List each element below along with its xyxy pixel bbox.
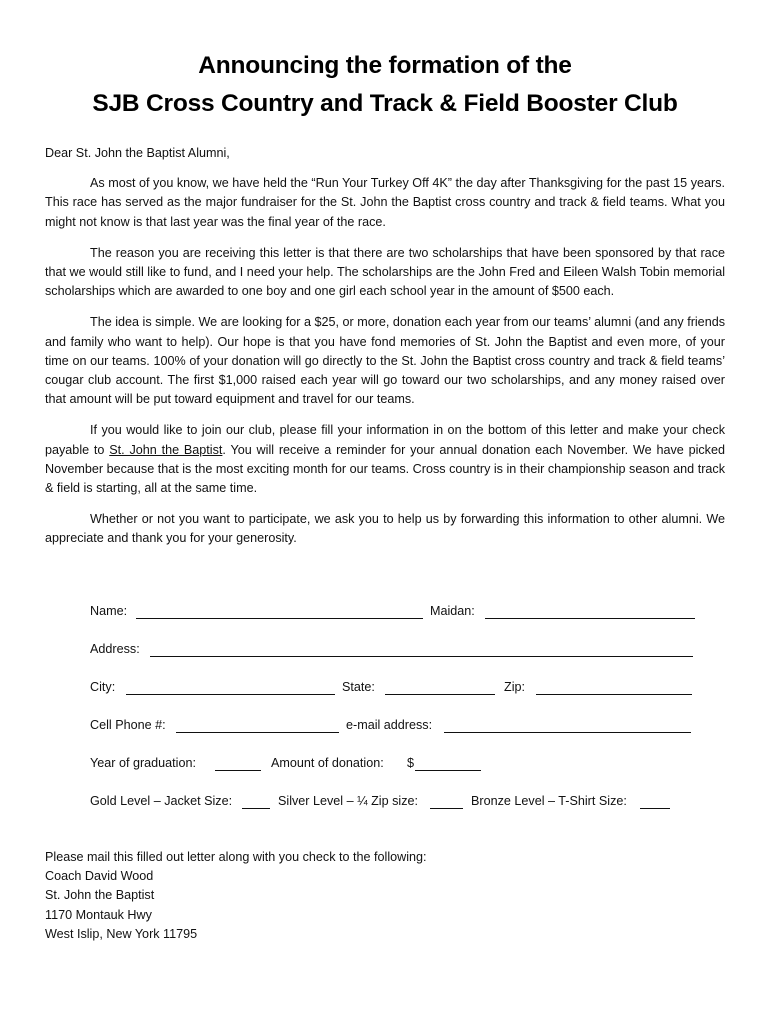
gold-level-label: Gold Level – Jacket Size:	[90, 794, 233, 808]
paragraph-2: The reason you are receiving this letter is that there are two scholarships that have been sponsored by that race that we would still like to fund, and I need your help. The scholarships are the John Fred and Eileen Walsh Tobin memorial scholarships which are awarded to one boy and one girl each school year in the amount of $500 each.	[45, 245, 725, 299]
title-line-1: Announcing the formation of the	[198, 52, 572, 79]
paragraph-1: As most of you know, we have held the “Run Your Turkey Off 4K” the day after Thanksgiving for the past 15 years. This race has served as the major fundraiser for the St. John the Baptist cross country and track & field teams. What you might not know is that last year was the final year of the race.	[45, 176, 725, 229]
state-field[interactable]	[385, 694, 495, 695]
mailing-street: 1170 Montauk Hwy	[45, 907, 152, 922]
bronze-size-field[interactable]	[640, 808, 670, 809]
address-label: Address:	[90, 642, 140, 656]
name-field[interactable]	[136, 618, 423, 619]
cell-phone-field[interactable]	[176, 732, 339, 733]
paragraph-3: The idea is simple. We are looking for a $25, or more, donation each year from our teams’ alumni (and any friends and family who want to help). Our hope is that you have fond memories of St. John the Baptist and even more, of your time on our teams. 100% of your donation will go directly to the St. John the Baptist cross country and track & field teams’ cougar club account. The first $1,000 raised each year will go toward our two scholarships, and any money raised over that amount will be put toward equipment and travel for our teams.	[45, 315, 725, 407]
letter-body	[45, 144, 725, 561]
salutation: Dear St. John the Baptist Alumni,	[45, 146, 230, 160]
payee-name: St. John the Baptist	[109, 442, 223, 457]
dollar-sign: $	[407, 756, 415, 770]
paragraph-5: Whether or not you want to participate, we ask you to help us by forwarding this information to other alumni. We appreciate and thank you for your generosity.	[45, 512, 725, 546]
donation-label: Amount of donation:	[271, 756, 384, 770]
title-line-2: SJB Cross Country and Track & Field Booster Club	[92, 90, 678, 117]
city-field[interactable]	[126, 694, 335, 695]
mailing-organization: St. John the Baptist	[45, 888, 155, 903]
zip-field[interactable]	[536, 694, 692, 695]
maidan-field[interactable]	[485, 618, 695, 619]
email-field[interactable]	[444, 732, 691, 733]
paragraph-4-start: If you would like to join our club, please fill your information in on the bottom of this letter and make your check payable to	[45, 423, 725, 457]
name-label: Name:	[90, 604, 128, 618]
address-field[interactable]	[150, 656, 693, 657]
graduation-label: Year of graduation:	[90, 756, 196, 770]
mailing-instructions	[45, 848, 427, 944]
paragraph-4	[45, 421, 725, 498]
gold-size-field[interactable]	[242, 808, 270, 809]
silver-level-label: Silver Level – ¼ Zip size:	[278, 794, 418, 808]
silver-size-field[interactable]	[430, 808, 463, 809]
zip-label: Zip:	[504, 680, 525, 694]
graduation-field[interactable]	[215, 770, 261, 771]
paragraph-4-end: . You will receive a reminder for your annual donation each November. We have picked November because that is the most exciting month for our teams. Cross country is in their championship season and track & field is starting, all at the same time.	[45, 442, 725, 496]
cell-phone-label: Cell Phone #:	[90, 718, 166, 732]
city-label: City:	[90, 680, 116, 694]
mailing-recipient: Coach David Wood	[45, 869, 154, 884]
bronze-level-label: Bronze Level – T-Shirt Size:	[471, 794, 627, 808]
mailing-city: West Islip, New York 11795	[45, 926, 198, 941]
maidan-label: Maidan:	[430, 604, 475, 618]
email-label: e-mail address:	[346, 718, 433, 732]
mailing-intro: Please mail this filled out letter along with you check to the following:	[45, 850, 427, 864]
donation-field[interactable]	[415, 770, 481, 771]
state-label: State:	[342, 680, 375, 694]
